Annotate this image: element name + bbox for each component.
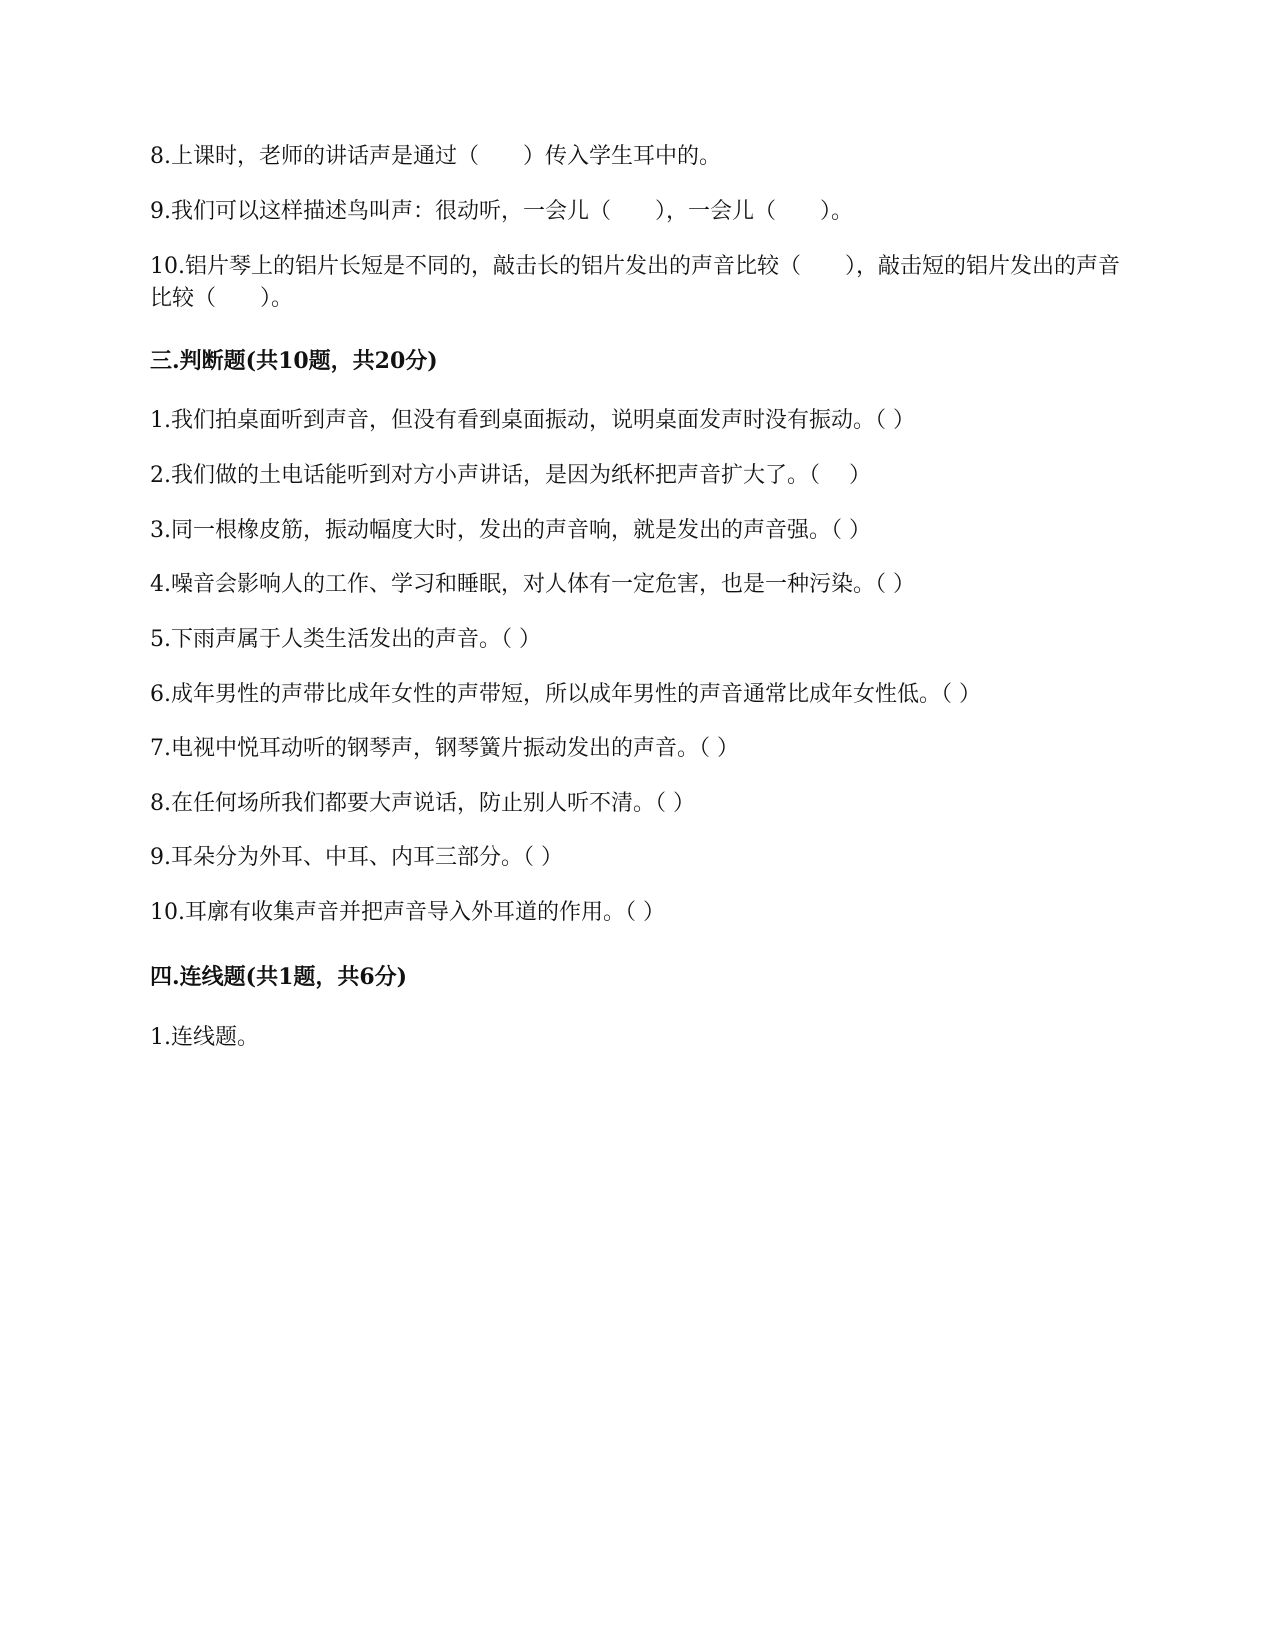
section-heading-matching: 四.连线题(共1题，共6分) [150, 964, 408, 990]
true-false-question-8: 8.在任何场所我们都要大声说话，防止别人听不清。（ ） [150, 791, 695, 816]
fill-blank-question-8: 8.上课时，老师的讲话声是通过（ ）传入学生耳中的。 [150, 144, 721, 169]
true-false-question-9: 9.耳朵分为外耳、中耳、内耳三部分。（ ） [150, 845, 563, 870]
true-false-question-10: 10.耳廓有收集声音并把声音导入外耳道的作用。（ ） [150, 900, 665, 925]
section-heading-true-false: 三.判断题(共10题，共20分) [150, 348, 438, 374]
true-false-question-5: 5.下雨声属于人类生活发出的声音。（ ） [150, 627, 541, 652]
true-false-question-2: 2.我们做的土电话能听到对方小声讲话，是因为纸杯把声音扩大了。（ ） [150, 463, 871, 488]
true-false-question-7: 7.电视中悦耳动听的钢琴声，钢琴簧片振动发出的声音。（ ） [150, 736, 739, 761]
true-false-question-1: 1.我们拍桌面听到声音，但没有看到桌面振动，说明桌面发声时没有振动。（ ） [150, 408, 915, 433]
true-false-question-4: 4.噪音会影响人的工作、学习和睡眠，对人体有一定危害，也是一种污染。（ ） [150, 572, 915, 597]
fill-blank-question-9: 9.我们可以这样描述鸟叫声：很动听，一会儿（ ），一会儿（ ）。 [150, 199, 853, 224]
true-false-question-6: 6.成年男性的声带比成年女性的声带短，所以成年男性的声音通常比成年女性低。（ ） [150, 682, 981, 707]
fill-blank-question-10: 10.铝片琴上的铝片长短是不同的，敲击长的铝片发出的声音比较（ ），敲击短的铝片发出的声音比较（ ）。 [150, 254, 1120, 311]
true-false-question-3: 3.同一根橡皮筋，振动幅度大时，发出的声音响，就是发出的声音强。（ ） [150, 518, 871, 543]
matching-question-1: 1.连线题。 [150, 1025, 259, 1050]
